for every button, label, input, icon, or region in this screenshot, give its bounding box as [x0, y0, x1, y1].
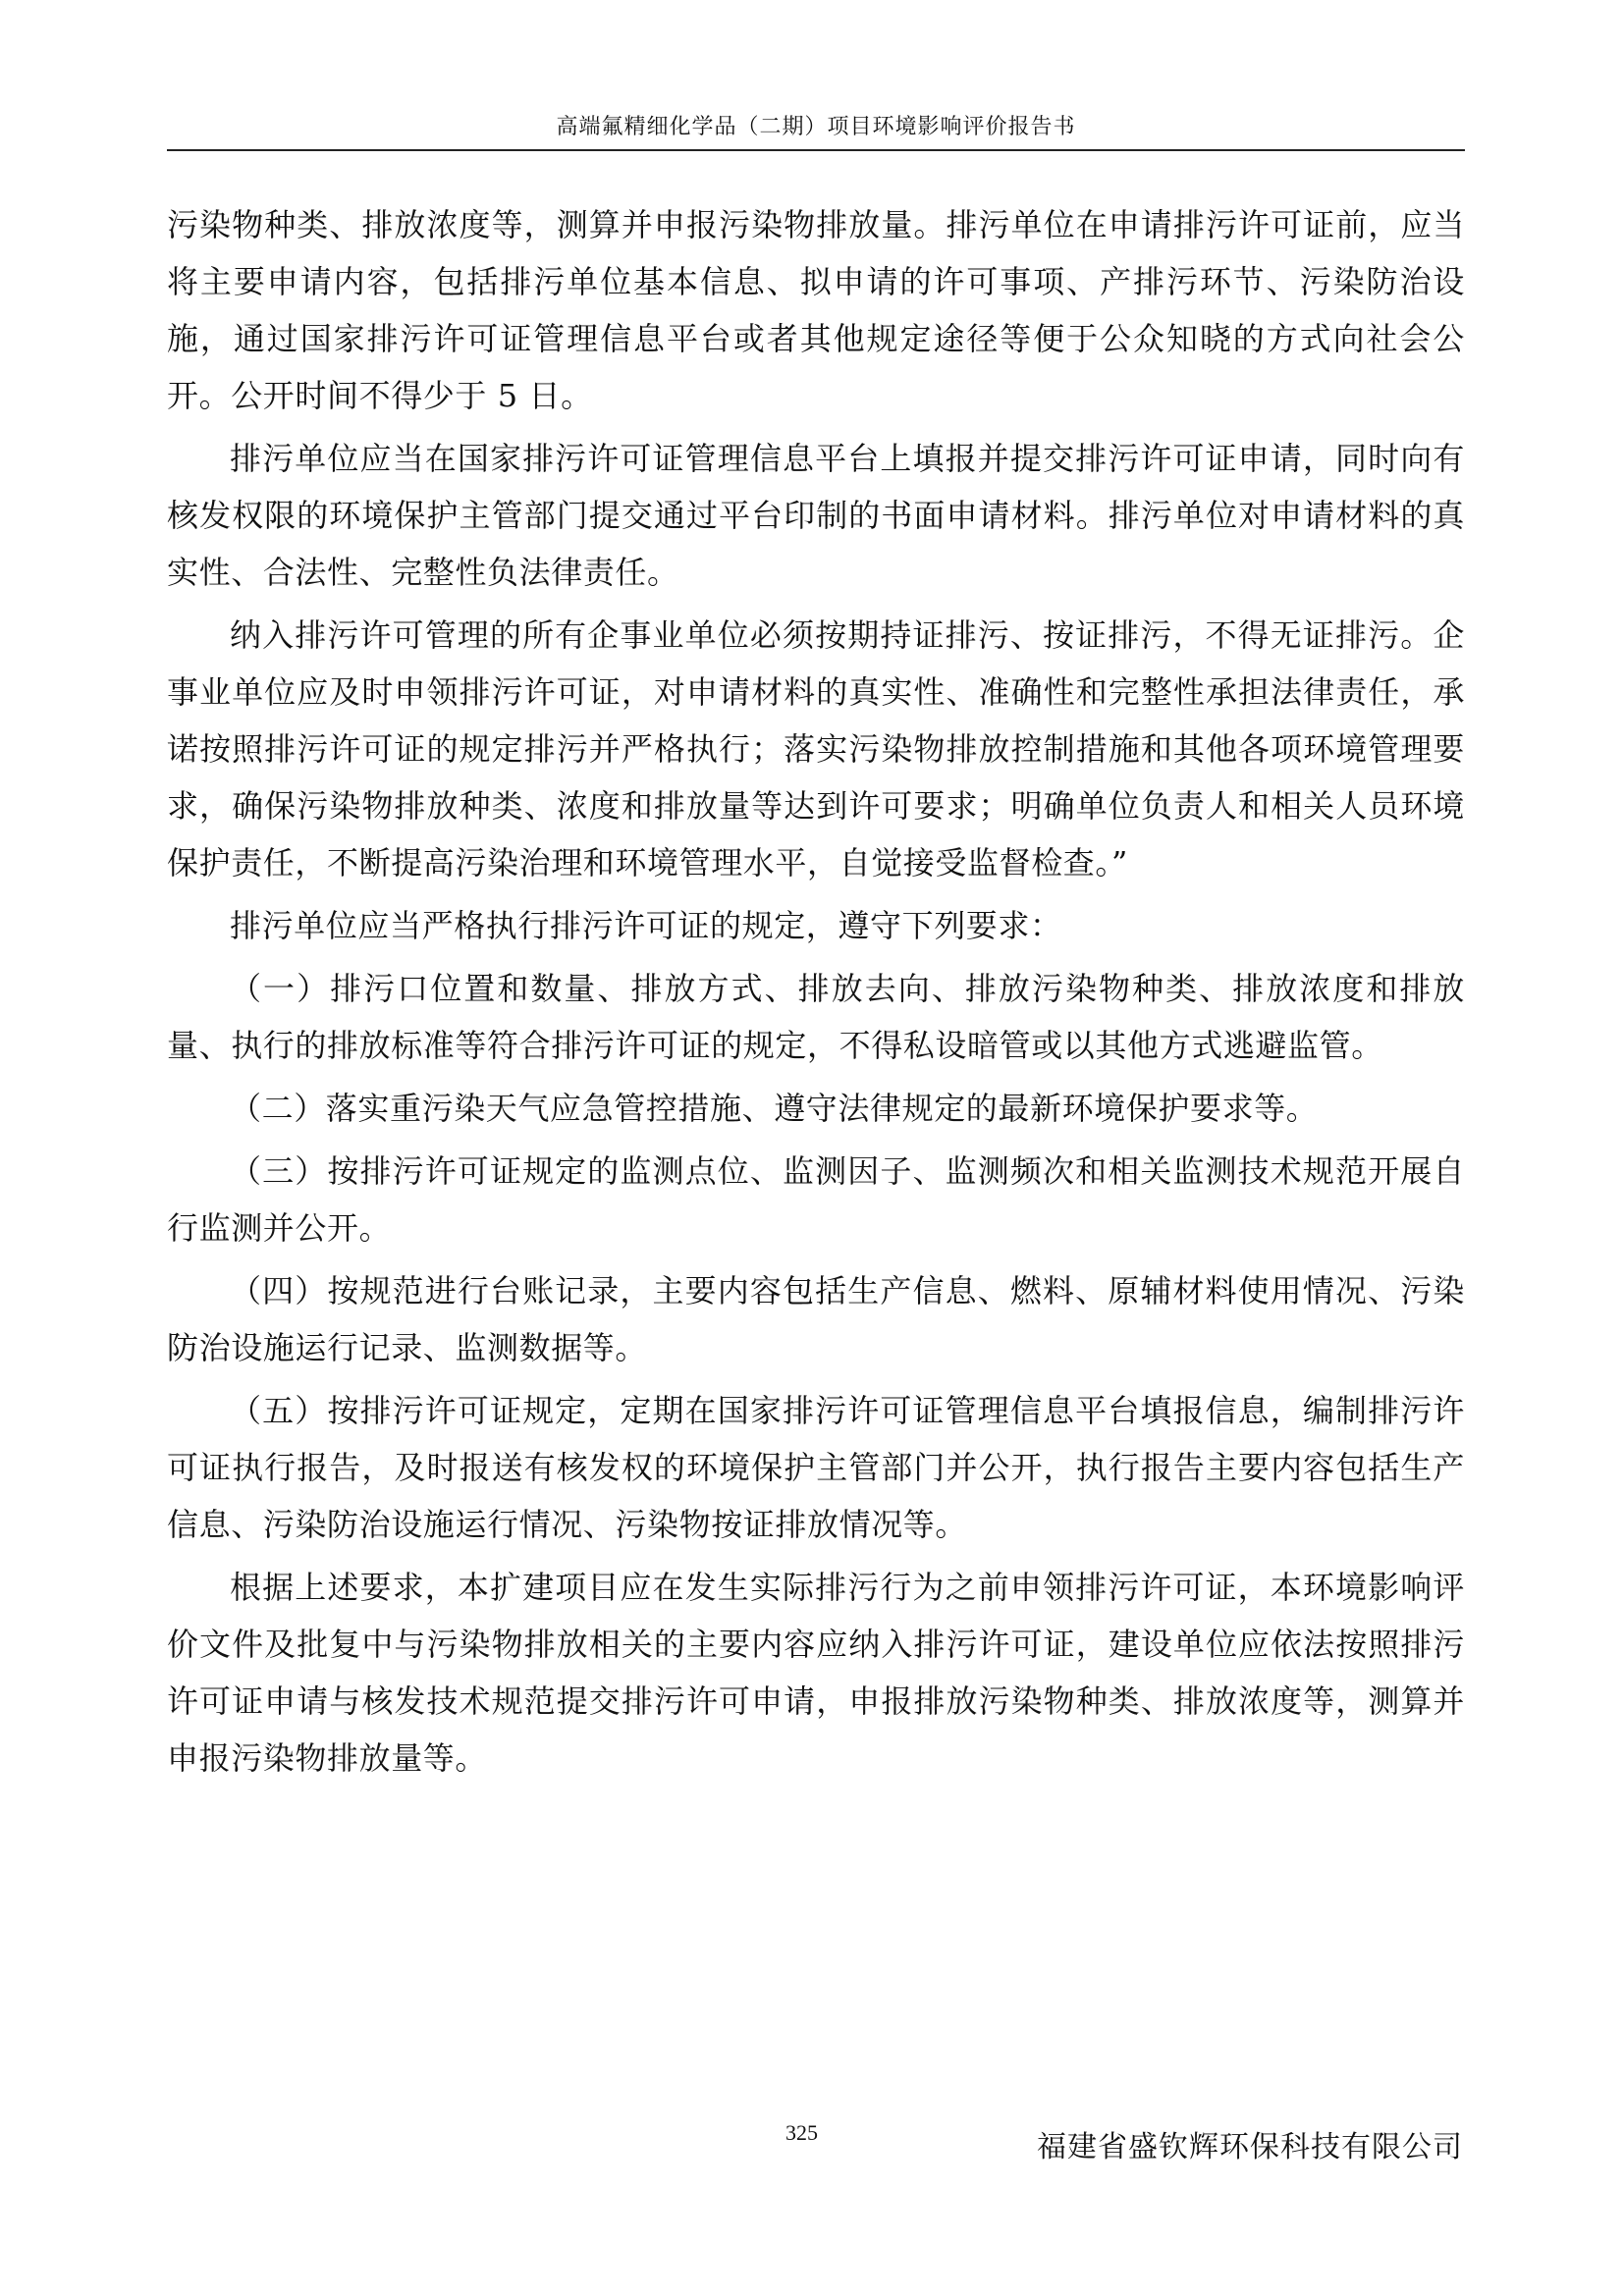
- paragraph-conclusion: 根据上述要求，本扩建项目应在发生实际排污行为之前申领排污许可证，本环境影响评价文件及批复中与污染物排放相关的主要内容应纳入排污许可证，建设单位应依法按照排污许可证申请与核发技术规范提交排污许可申请，申报排放污染物种类、排放浓度等，测算并申报污染物排放量等。: [167, 1569, 1465, 1777]
- requirement-item-5: （五）按排污许可证规定，定期在国家排污许可证管理信息平台填报信息，编制排污许可证执行报告，及时报送有核发权的环境保护主管部门并公开，执行报告主要内容包括生产信息、污染防治设施运行情况、污染物按证排放情况等。: [167, 1392, 1465, 1543]
- requirement-item-1: （一）排污口位置和数量、排放方式、排放去向、排放污染物种类、排放浓度和排放量、执行的排放标准等符合排污许可证的规定，不得私设暗管或以其他方式逃避监管。: [167, 970, 1465, 1064]
- paragraph-obligations: 纳入排污许可管理的所有企事业单位必须按期持证排污、按证排污，不得无证排污。企事业单位应及时申领排污许可证，对申请材料的真实性、准确性和完整性承担法律责任，承诺按照排污许可证的规定排污并严格执行；落实污染物排放控制措施和其他各项环境管理要求，确保污染物排放种类、浓度和排放量等达到许可要求；明确单位负责人和相关人员环境保护责任，不断提高污染治理和环境管理水平，自觉接受监督检查。”: [167, 616, 1465, 881]
- header-divider: [167, 149, 1465, 151]
- requirement-item-4: （四）按规范进行台账记录，主要内容包括生产信息、燃料、原辅材料使用情况、污染防治设施运行记录、监测数据等。: [167, 1272, 1465, 1366]
- paragraph-requirements-intro: 排污单位应当严格执行排污许可证的规定，遵守下列要求：: [230, 907, 1062, 944]
- page-header-title: 高端氟精细化学品（二期）项目环境影响评价报告书: [556, 115, 1076, 139]
- paragraph-application: 排污单位应当在国家排污许可证管理信息平台上填报并提交排污许可证申请，同时向有核发权限的环境保护主管部门提交通过平台印制的书面申请材料。排污单位对申请材料的真实性、合法性、完整性负法律责任。: [167, 440, 1465, 591]
- page-number: 325: [785, 2120, 818, 2145]
- document-body: [167, 196, 1465, 1787]
- requirement-item-3: （三）按排污许可证规定的监测点位、监测因子、监测频次和相关监测技术规范开展自行监测并公开。: [167, 1152, 1465, 1247]
- footer-organization: 福建省盛钦辉环保科技有限公司: [1037, 2130, 1463, 2164]
- paragraph-continuation: 污染物种类、排放浓度等，测算并申报污染物排放量。排污单位在申请排污许可证前，应当将主要申请内容，包括排污单位基本信息、拟申请的许可事项、产排污环节、污染防治设施，通过国家排污许可证管理信息平台或者其他规定途径等便于公众知晓的方式向社会公开。公开时间不得少于 5 日。: [167, 206, 1465, 414]
- requirement-item-2: （二）落实重污染天气应急管控措施、遵守法律规定的最新环境保护要求等。: [230, 1090, 1319, 1127]
